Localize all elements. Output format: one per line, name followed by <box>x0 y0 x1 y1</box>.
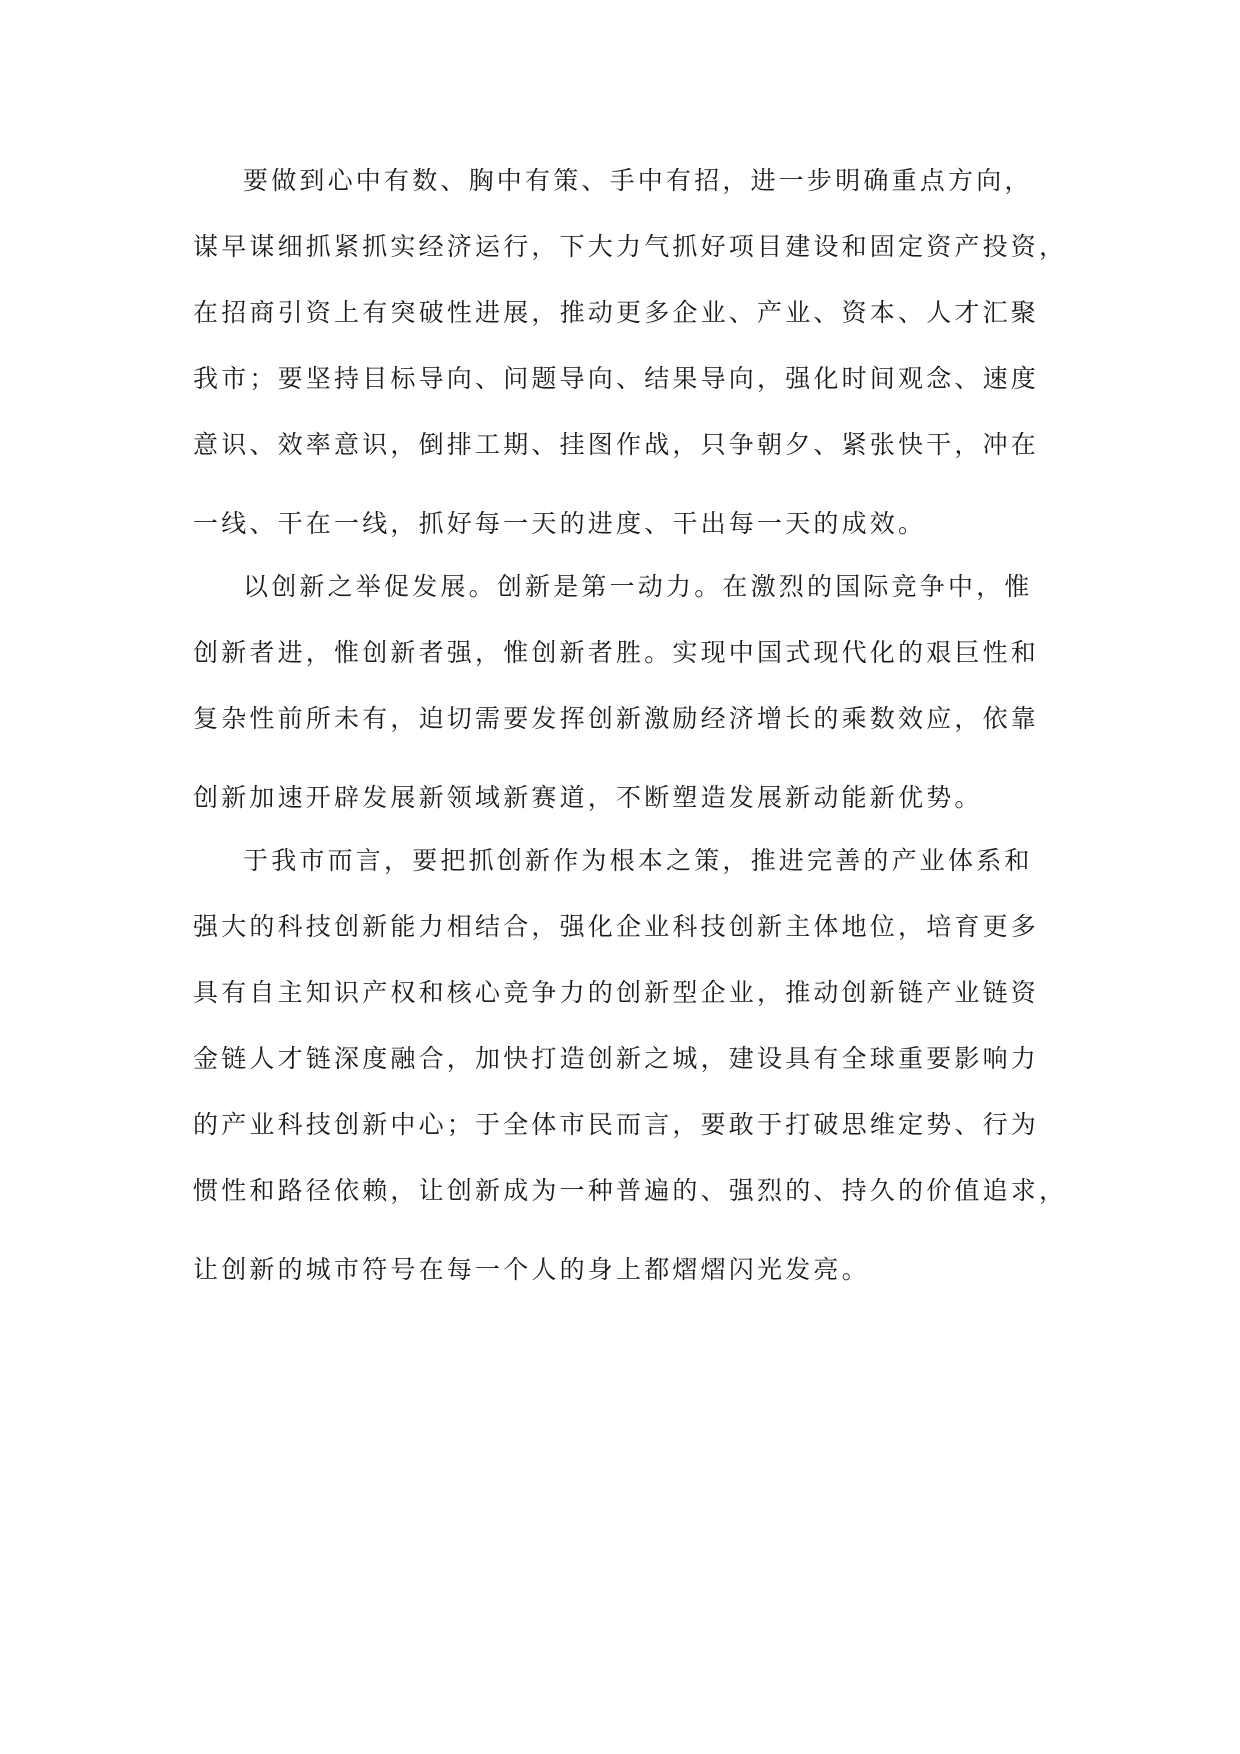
paragraph-3-line-2: 强大的科技创新能力相结合，强化企业科技创新主体地位，培育更多 <box>193 912 1040 941</box>
paragraph-3-line-4: 金链人才链深度融合，加快打造创新之城，建设具有全球重要影响力 <box>193 1044 1040 1073</box>
paragraph-3-line-7: 让创新的城市符号在每一个人的身上都熠熠闪光发亮。 <box>193 1255 870 1284</box>
paragraph-1-line-1: 要做到心中有数、胸中有策、手中有招，进一步明确重点方向， <box>243 166 1033 195</box>
paragraph-3-line-6: 惯性和路径依赖，让创新成为一种普遍的、强烈的、持久的价值追求， <box>193 1176 1068 1205</box>
paragraph-1-line-3: 在招商引资上有突破性进展，推动更多企业、产业、资本、人才汇聚 <box>193 298 1040 327</box>
paragraph-1-line-6: 一线、干在一线，抓好每一天的进度、干出每一天的成效。 <box>193 509 927 538</box>
paragraph-2-line-3: 复杂性前所未有，迫切需要发挥创新激励经济增长的乘数效应，依靠 <box>193 704 1040 733</box>
paragraph-2-line-4: 创新加速开辟发展新领域新赛道，不断塑造发展新动能新优势。 <box>193 783 983 812</box>
paragraph-3-line-1: 于我市而言，要把抓创新作为根本之策，推进完善的产业体系和 <box>243 846 1033 875</box>
paragraph-1-line-2: 谋早谋细抓紧抓实经济运行，下大力气抓好项目建设和固定资产投资， <box>193 232 1068 261</box>
paragraph-3-line-3: 具有自主知识产权和核心竞争力的创新型企业，推动创新链产业链资 <box>193 978 1040 1007</box>
paragraph-3-line-5: 的产业科技创新中心；于全体市民而言，要敢于打破思维定势、行为 <box>193 1110 1040 1139</box>
paragraph-2-line-1: 以创新之举促发展。创新是第一动力。在激烈的国际竞争中，惟 <box>243 572 1033 601</box>
paragraph-1-line-4: 我市；要坚持目标导向、问题导向、结果导向，强化时间观念、速度 <box>193 364 1040 393</box>
document-body <box>193 148 1083 1300</box>
paragraph-1-line-5: 意识、效率意识，倒排工期、挂图作战，只争朝夕、紧张快干，冲在 <box>193 430 1040 459</box>
paragraph-2-line-2: 创新者进，惟创新者强，惟创新者胜。实现中国式现代化的艰巨性和 <box>193 638 1040 667</box>
